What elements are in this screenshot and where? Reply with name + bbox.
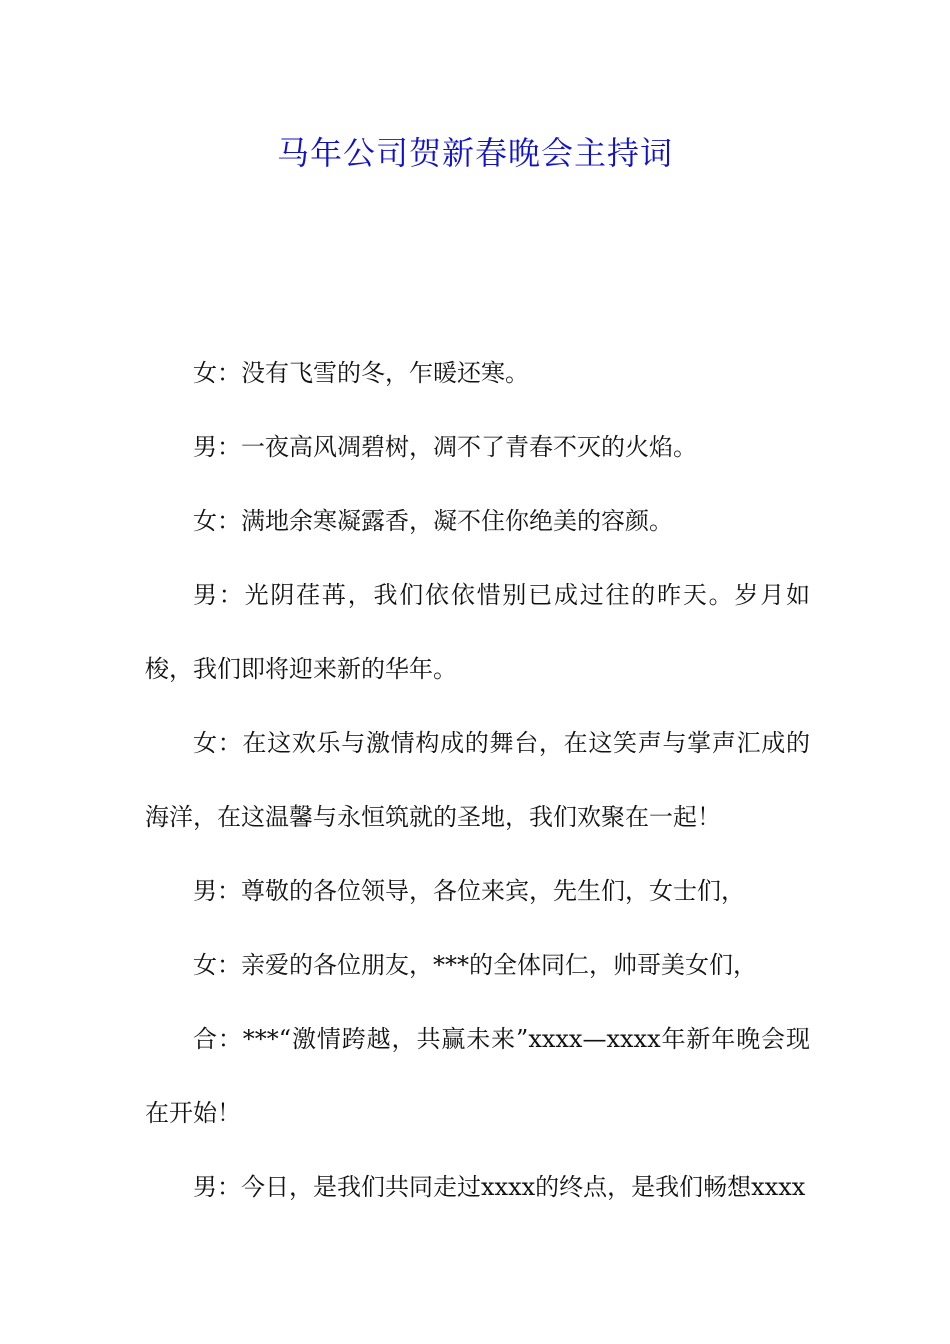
paragraph-1: 女：没有飞雪的冬，乍暖还寒。 — [193, 359, 529, 387]
document-title: 马年公司贺新春晚会主持词 — [276, 134, 673, 172]
paragraph-6: 男：尊敬的各位领导，各位来宾，先生们，女士们， — [193, 877, 745, 905]
paragraph-8: 合：***“激情跨越，共赢未来”xxxx—xxxx年新年晚会现在开始！ — [145, 1025, 810, 1127]
document-body — [145, 336, 810, 1224]
paragraph-9: 男：今日，是我们共同走过xxxx的终点，是我们畅想xxxx — [193, 1173, 806, 1201]
paragraph-5: 女：在这欢乐与激情构成的舞台，在这笑声与掌声汇成的海洋，在这温馨与永恒筑就的圣地，我们欢聚在一起！ — [145, 729, 810, 831]
paragraph-4: 男：光阴荏苒，我们依依惜别已成过往的昨天。岁月如梭，我们即将迎来新的华年。 — [145, 581, 810, 683]
paragraph-2: 男：一夜高风凋碧树，凋不了青春不灭的火焰。 — [193, 433, 697, 461]
paragraph-3: 女：满地余寒凝露香，凝不住你绝美的容颜。 — [193, 507, 673, 535]
paragraph-7: 女：亲爱的各位朋友，***的全体同仁，帅哥美女们， — [193, 951, 757, 979]
